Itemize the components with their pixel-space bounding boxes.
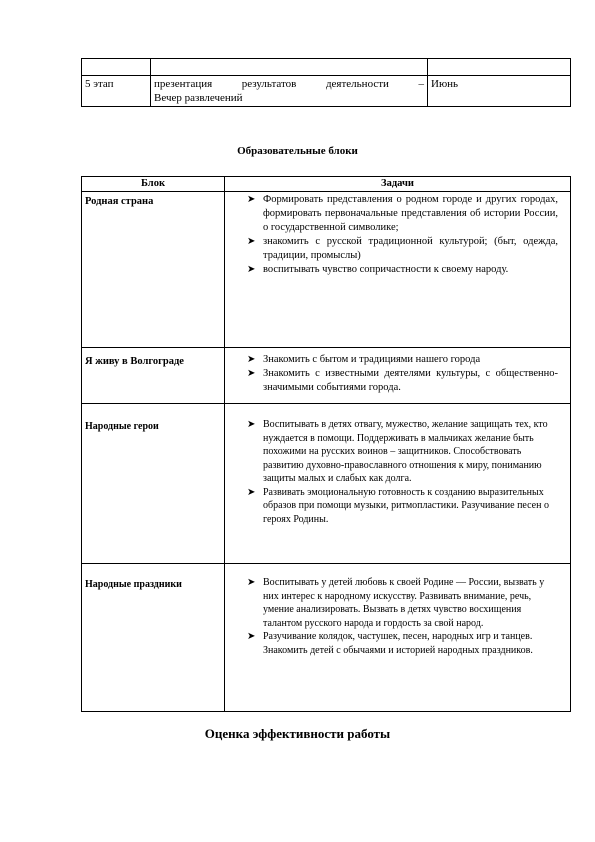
header-tasks: Задачи: [225, 177, 571, 192]
stage-name: 5 этап: [82, 76, 151, 107]
task-item: ➤ Развивать эмоциональную готовность к созданию выразительных образов при помощи музыки, ритмопластики. Разучивание песен о героях Родины.: [247, 486, 549, 525]
block-tasks: [225, 564, 571, 712]
task-list: [247, 353, 558, 395]
block-name: Народные герои: [82, 404, 225, 564]
stage-table-row: [82, 76, 571, 107]
task-item: ➤ Формировать представления о родном городе и других городах, формировать первоначальные представления об истории России, о государственной символике;: [247, 194, 558, 233]
arrow-bullet-icon: ➤: [247, 354, 256, 365]
stage-table-blank-row: [82, 59, 571, 76]
task-item: ➤ Знакомить с бытом и традициями нашего города: [247, 354, 481, 365]
block-name: Народные праздники: [82, 564, 225, 712]
task-item: ➤ Воспитывать в детях отвагу, мужество, желание защищать тех, кто нуждается в помощи. Поддерживать в мальчиках желание быть похожими на русских воинов – защитников. Способствовать развитию духовно-православного отношения к миру, пониманию защиты малых и слабых как долга.: [247, 419, 548, 484]
arrow-bullet-icon: ➤: [247, 486, 256, 498]
block-row: [82, 564, 571, 712]
task-list: [247, 418, 558, 526]
task-item: ➤ Разучивание колядок, частушек, песен, народных игр и танцев. Знакомить детей с обычаями и историей народных праздников.: [247, 631, 533, 656]
task-list: [247, 576, 558, 657]
task-list: [247, 193, 558, 277]
header-block: Блок: [82, 177, 225, 192]
block-row: [82, 348, 571, 404]
block-name: Родная страна: [82, 192, 225, 348]
effectiveness-title: Оценка эффективности работы: [204, 726, 391, 741]
block-row: [82, 192, 571, 348]
block-row: [82, 404, 571, 564]
block-tasks: [225, 192, 571, 348]
stage-table: [81, 58, 571, 107]
task-item: ➤ Воспитывать у детей любовь к своей Родине — России, вызвать у них интерес к народному искусству. Развивать внимание, речь, умение анализировать. Вызвать в детях чувство восхищения талантом русского народа и гордость за свой народ.: [247, 577, 545, 629]
task-item: ➤ Знакомить с известными деятелями культуры, с общественно-значимыми событиями города.: [247, 368, 558, 393]
arrow-bullet-icon: ➤: [247, 577, 256, 588]
arrow-bullet-icon: ➤: [247, 264, 256, 275]
stage-description-line2: Вечер развлечений: [154, 92, 243, 104]
block-tasks: [225, 404, 571, 564]
blocks-title: Образовательные блоки: [237, 145, 358, 157]
arrow-bullet-icon: ➤: [247, 236, 256, 247]
stage-description-line1: презентация результатов деятельности –: [154, 78, 424, 90]
stage-month: Июнь: [428, 76, 571, 107]
arrow-bullet-icon: ➤: [247, 419, 256, 430]
task-item: ➤ воспитывать чувство сопричастности к своему народу.: [247, 264, 509, 275]
stage-description: [151, 76, 428, 107]
block-name: Я живу в Волгограде: [82, 348, 225, 404]
task-item: ➤ знакомить с русской традиционной культурой; (быт, одежда, традиции, промыслы): [247, 236, 558, 261]
arrow-bullet-icon: ➤: [247, 368, 256, 379]
block-tasks: [225, 348, 571, 404]
blocks-table: [81, 176, 571, 712]
blocks-table-header: [82, 177, 571, 192]
arrow-bullet-icon: ➤: [247, 194, 256, 205]
arrow-bullet-icon: ➤: [247, 631, 256, 642]
